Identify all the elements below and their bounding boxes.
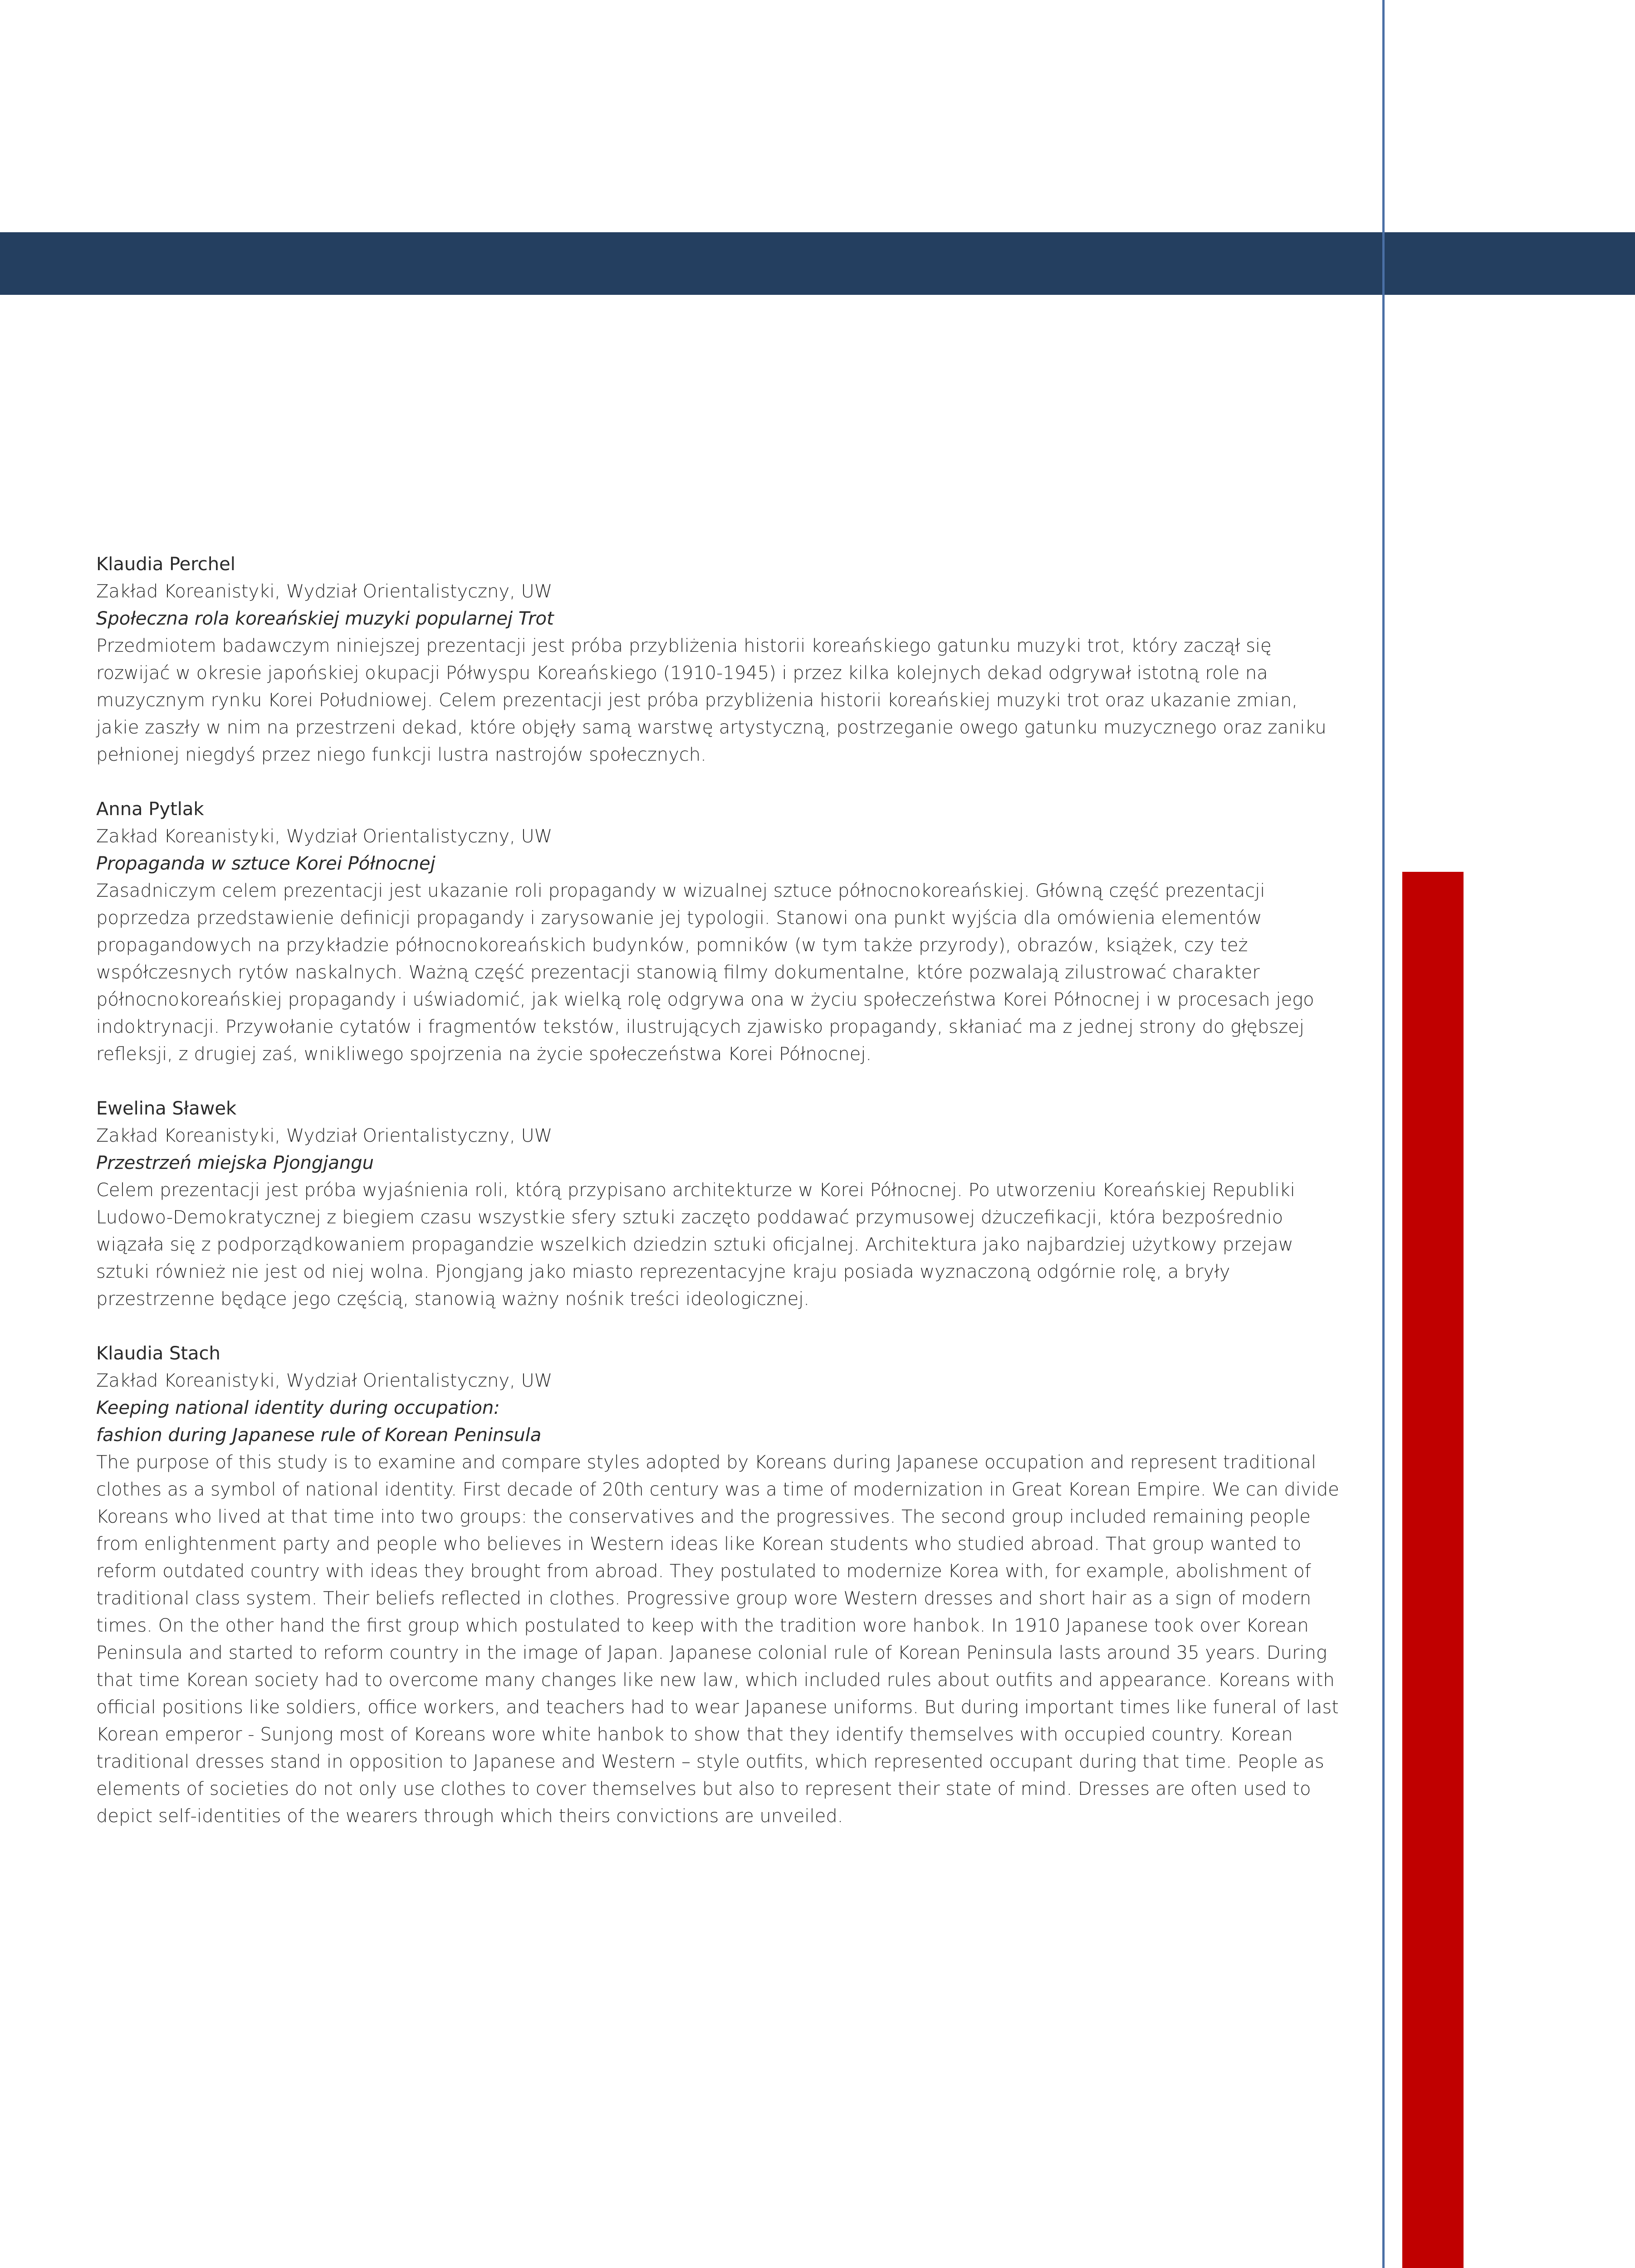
abstract-entry xyxy=(96,551,1339,768)
abstract-text: Celem prezentacji jest próba wyjaśnienia roli, którą przypisano architekturze w Korei Północnej. Po utworzeniu Koreańskiej Republiki Ludowo-Demokratycznej z biegiem czasu wszystkie sfery sztuki zaczęto poddawać przymusowej dżuczefikacji, która bezpośrednio wiązała się z podporządkowaniem propagandzie wszelkich dziedzin sztuki oficjalnej. Architektura jako najbardziej użytkowy przejaw sztuki również nie jest od niej wolna. Pjongjang jako miasto reprezentacyjne kraju posiada wyznaczoną odgórnie rolę, a bryły przestrzenne będące jego częścią, stanowią ważny nośnik treści ideologicznej. xyxy=(96,1180,1295,1310)
author-affiliation: Zakład Koreanistyki, Wydział Orientalistyczny, UW xyxy=(96,1125,553,1146)
abstract-entry xyxy=(96,1095,1339,1313)
abstracts-list xyxy=(96,551,1339,1857)
abstract-text: Zasadniczym celem prezentacji jest ukazanie roli propagandy w wizualnej sztuce północnokoreańskiej. Główną część prezentacji poprzedza przedstawienie definicji propagandy i zarysowanie jej typologii. Stanowi ona punkt wyjścia dla omówienia elementów propagandowych na przykładzie północnokoreańskich budynków, pomników (w tym także przyrody), obrazów, książek, czy też współczesnych rytów naskalnych. Ważną część prezentacji stanowią filmy dokumentalne, które pozwalają zilustrować charakter północnokoreańskiej propagandy i uświadomić, jak wielką rolę odgrywa ona w życiu społeczeństwa Korei Północnej i w procesach jego indoktrynacji. Przywołanie cytatów i fragmentów tekstów, ilustrujących zjawisko propagandy, skłaniać ma z jednej strony do głębszej refleksji, z drugiej zaś, wnikliwego spojrzenia na życie społeczeństwa Korei Północnej. xyxy=(96,880,1314,1065)
presentation-title: Propaganda w sztuce Korei Północnej xyxy=(96,853,436,874)
author-name: Anna Pytlak xyxy=(96,799,204,820)
presentation-title: Społeczna rola koreańskiej muzyki popularnej Trot xyxy=(96,608,554,629)
author-name: Ewelina Sławek xyxy=(96,1098,237,1119)
author-affiliation: Zakład Koreanistyki, Wydział Orientalistyczny, UW xyxy=(96,581,553,602)
abstract-text: Przedmiotem badawczym niniejszej prezentacji jest próba przybliżenia historii koreańskiego gatunku muzyki trot, który zaczął się rozwijać w okresie japońskiej okupacji Półwyspu Koreańskiego (1910-1945) i przez kilka kolejnych dekad odgrywał istotną role na muzycznym rynku Korei Południowej. Celem prezentacji jest próba przybliżenia historii koreańskiej muzyki trot oraz ukazanie zmian, jakie zaszły w nim na przestrzeni dekad, które objęły samą warstwę artystyczną, postrzeganie owego gatunku muzycznego oraz zaniku pełnionej niegdyś przez niego funkcji lustra nastrojów społecznych. xyxy=(96,635,1327,765)
header-band xyxy=(0,232,1635,295)
vertical-rule xyxy=(1382,0,1385,2268)
author-name: Klaudia Stach xyxy=(96,1343,220,1364)
author-affiliation: Zakład Koreanistyki, Wydział Orientalistyczny, UW xyxy=(96,826,553,847)
presentation-title: Keeping national identity during occupation: xyxy=(96,1398,500,1418)
abstract-entry xyxy=(96,796,1339,1068)
presentation-subtitle: fashion during Japanese rule of Korean Peninsula xyxy=(96,1425,542,1446)
abstract-entry xyxy=(96,1340,1339,1830)
author-name: Klaudia Perchel xyxy=(96,554,235,575)
abstract-text: The purpose of this study is to examine and compare styles adopted by Koreans during Japanese occupation and represent traditional clothes as a symbol of national identity. First decade of 20th century was a time of modernization in Great Korean Empire. We can divide Koreans who lived at that time into two groups: the conservatives and the progressives. The second group included remaining people from enlightenment party and people who believes in Western ideas like Korean students who studied abroad. That group wanted to reform outdated country with ideas they brought from abroad. They postulated to modernize Korea with, for example, abolishment of traditional class system. Their beliefs reflected in clothes. Progressive group wore Western dresses and short hair as a sign of modern times. On the other hand the first group which postulated to keep with the tradition wore hanbok. In 1910 Japanese took over Korean Peninsula and started to reform country in the image of Japan. Japanese colonial rule of Korean Peninsula lasts around 35 years. During that time Korean society had to overcome many changes like new law, which included rules about outfits and appearance. Koreans with official positions like soldiers, office workers, and teachers had to wear Japanese uniforms. But during important times like funeral of last Korean emperor - Sunjong most of Koreans wore white hanbok to show that they identify themselves with occupied country. Korean traditional dresses stand in opposition to Japanese and Western – style outfits, which represented occupant during that time. People as elements of societies do not only use clothes to cover themselves but also to represent their state of mind. Dresses are often used to depict self-identities of the wearers through which theirs convictions are unveiled. xyxy=(96,1452,1339,1827)
author-affiliation: Zakład Koreanistyki, Wydział Orientalistyczny, UW xyxy=(96,1370,553,1391)
presentation-title: Przestrzeń miejska Pjongjangu xyxy=(96,1153,374,1173)
red-side-bar xyxy=(1402,872,1464,2268)
